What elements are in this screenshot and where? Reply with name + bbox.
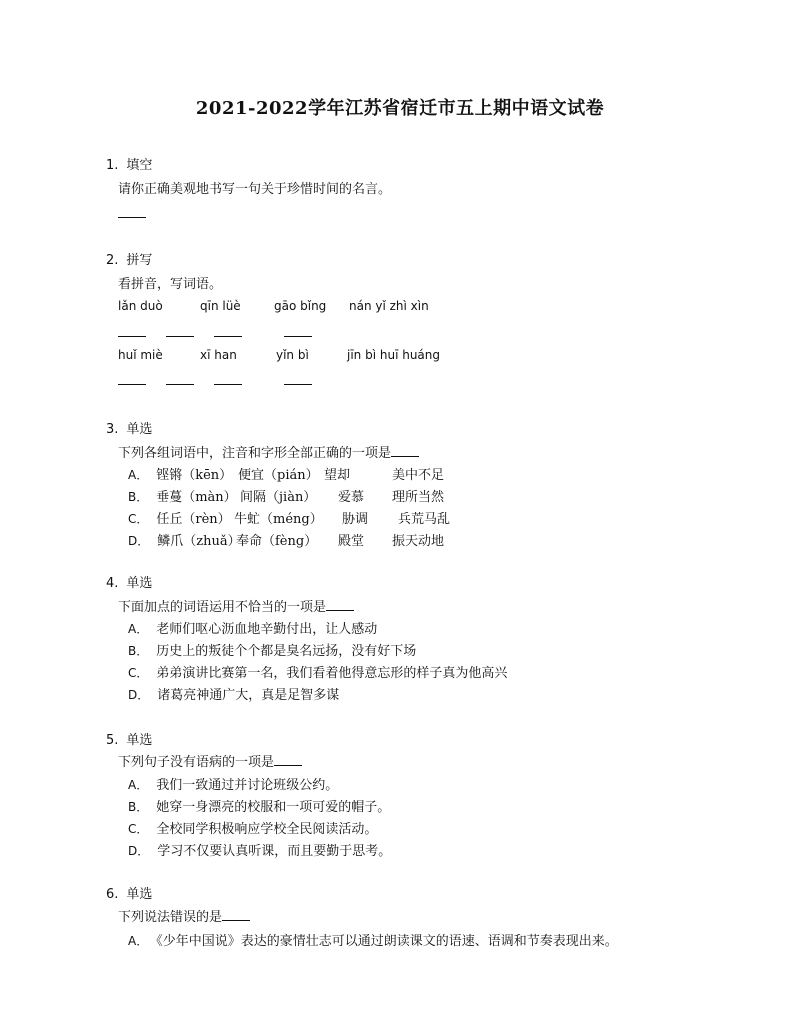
pinyin-item: nán yǐ zhì xìn <box>349 299 429 313</box>
pinyin-item: yǐn bì <box>276 348 309 362</box>
answer-blank[interactable] <box>166 383 194 385</box>
answer-blank[interactable] <box>284 383 312 385</box>
question-header <box>106 883 152 902</box>
option-a[interactable]: A． 我们一致通过并讨论班级公约。 <box>128 778 339 793</box>
answer-blank[interactable] <box>118 216 146 218</box>
question-prompt: 请你正确美观地书写一句关于珍惜时间的名言。 <box>118 182 392 197</box>
question-header <box>106 572 152 591</box>
answer-blank[interactable] <box>222 908 250 921</box>
question-prompt: 下列说法错误的是 <box>118 906 250 925</box>
answer-blank[interactable] <box>118 335 146 337</box>
pinyin-item: qīn lüè <box>200 299 241 313</box>
question-number: 4. <box>106 576 119 591</box>
question-type: 拼写 <box>126 253 153 268</box>
question-header <box>106 249 152 268</box>
answer-blank[interactable] <box>166 335 194 337</box>
pinyin-item: lǎn duò <box>118 299 163 313</box>
question-number: 2. <box>106 253 119 268</box>
answer-blank[interactable] <box>118 383 146 385</box>
question-type: 单选 <box>126 576 153 591</box>
question-header <box>106 729 152 748</box>
option-b[interactable]: B． 她穿一身漂亮的校服和一项可爱的帽子。 <box>128 800 391 815</box>
option-a[interactable]: A． 《少年中国说》表达的豪情壮志可以通过朗读课文的语速、语调和节奏表现出来。 <box>128 934 618 949</box>
answer-blank[interactable] <box>214 383 242 385</box>
answer-blank[interactable] <box>326 598 354 611</box>
exam-page: 2021-2022学年江苏省宿迁市五上期中语文试卷 1. 填空 请你正确美观地书写一句关于珍惜时间的名言。 2. 拼写 看拼音，写词语。 lǎn duò qīn lüè gāo bǐng nán yǐ zhì xìn huǐ miè xī han yǐn bì jīn bì huī huáng 3. 单选 下列各组词语中，注音和字形全部正确的一项是 A． 铿锵（kēn） 便宜（pián） 望却 美中不足 B． 垂蔓（màn） 间隔（jiàn） 爱慕 理所当然 C． 任丘（rèn） 牛虻（méng） 胁调 兵荒马乱 D． 鳞爪（zhuǎ） 奉命（fèng） 殿堂 振天动地 4. 单选 下面加点的词语运用不恰当的一项是 A． 老师们呕心沥血地辛勤付出，让人感动 B． 历史上的叛徒个个都是臭名远扬，没有好下场 C． 弟弟演讲比赛第一名，我们看着他得意忘形的样子真为他高兴 D． 诸葛亮神通广大，真是足智多谋 5. 单选 下列句子没有语病的一项是 A． 我们一致通过并讨论班级公约。 B． 她穿一身漂亮的校服和一项可爱的帽子。 C． 全校同学积极响应学校全民阅读活动。 D． 学习不仅要认真听课，而且要勤于思考。 6. 单选 下列说法错误的是 A． 《少年中国说》表达的豪情壮志可以通过朗读课文的语速、语调和节奏表现出来。 <box>0 0 800 1036</box>
question-number: 3. <box>106 422 119 437</box>
pinyin-item: jīn bì huī huáng <box>347 348 440 362</box>
option-d[interactable]: D． 学习不仅要认真听课，而且要勤于思考。 <box>128 844 392 859</box>
pinyin-item: huǐ miè <box>118 348 163 362</box>
question-prompt: 下列各组词语中，注音和字形全部正确的一项是 <box>118 442 419 461</box>
page-title: 2021-2022学年江苏省宿迁市五上期中语文试卷 <box>195 98 605 119</box>
option-a[interactable]: A． 老师们呕心沥血地辛勤付出，让人感动 <box>128 622 378 637</box>
question-prompt: 看拼音，写词语。 <box>118 277 223 292</box>
option-c[interactable]: C． 全校同学积极响应学校全民阅读活动。 <box>128 822 378 837</box>
answer-blank[interactable] <box>391 444 419 457</box>
question-type: 单选 <box>126 422 153 437</box>
question-header <box>106 418 152 437</box>
option-c[interactable]: C． 弟弟演讲比赛第一名，我们看着他得意忘形的样子真为他高兴 <box>128 666 508 681</box>
answer-blank[interactable] <box>274 753 302 766</box>
question-type: 单选 <box>126 733 153 748</box>
question-number: 5. <box>106 733 119 748</box>
question-type: 填空 <box>126 158 153 173</box>
question-number: 1. <box>106 158 119 173</box>
answer-blank[interactable] <box>284 335 312 337</box>
question-type: 单选 <box>126 887 153 902</box>
question-number: 6. <box>106 887 119 902</box>
option-b[interactable]: B． 历史上的叛徒个个都是臭名远扬，没有好下场 <box>128 644 417 659</box>
answer-blank[interactable] <box>214 335 242 337</box>
pinyin-item: xī han <box>200 348 237 362</box>
question-prompt: 下面加点的词语运用不恰当的一项是 <box>118 596 354 615</box>
question-header <box>106 154 152 173</box>
pinyin-item: gāo bǐng <box>274 299 327 313</box>
option-d[interactable]: D． 诸葛亮神通广大，真是足智多谋 <box>128 688 340 703</box>
question-prompt: 下列句子没有语病的一项是 <box>118 751 302 770</box>
